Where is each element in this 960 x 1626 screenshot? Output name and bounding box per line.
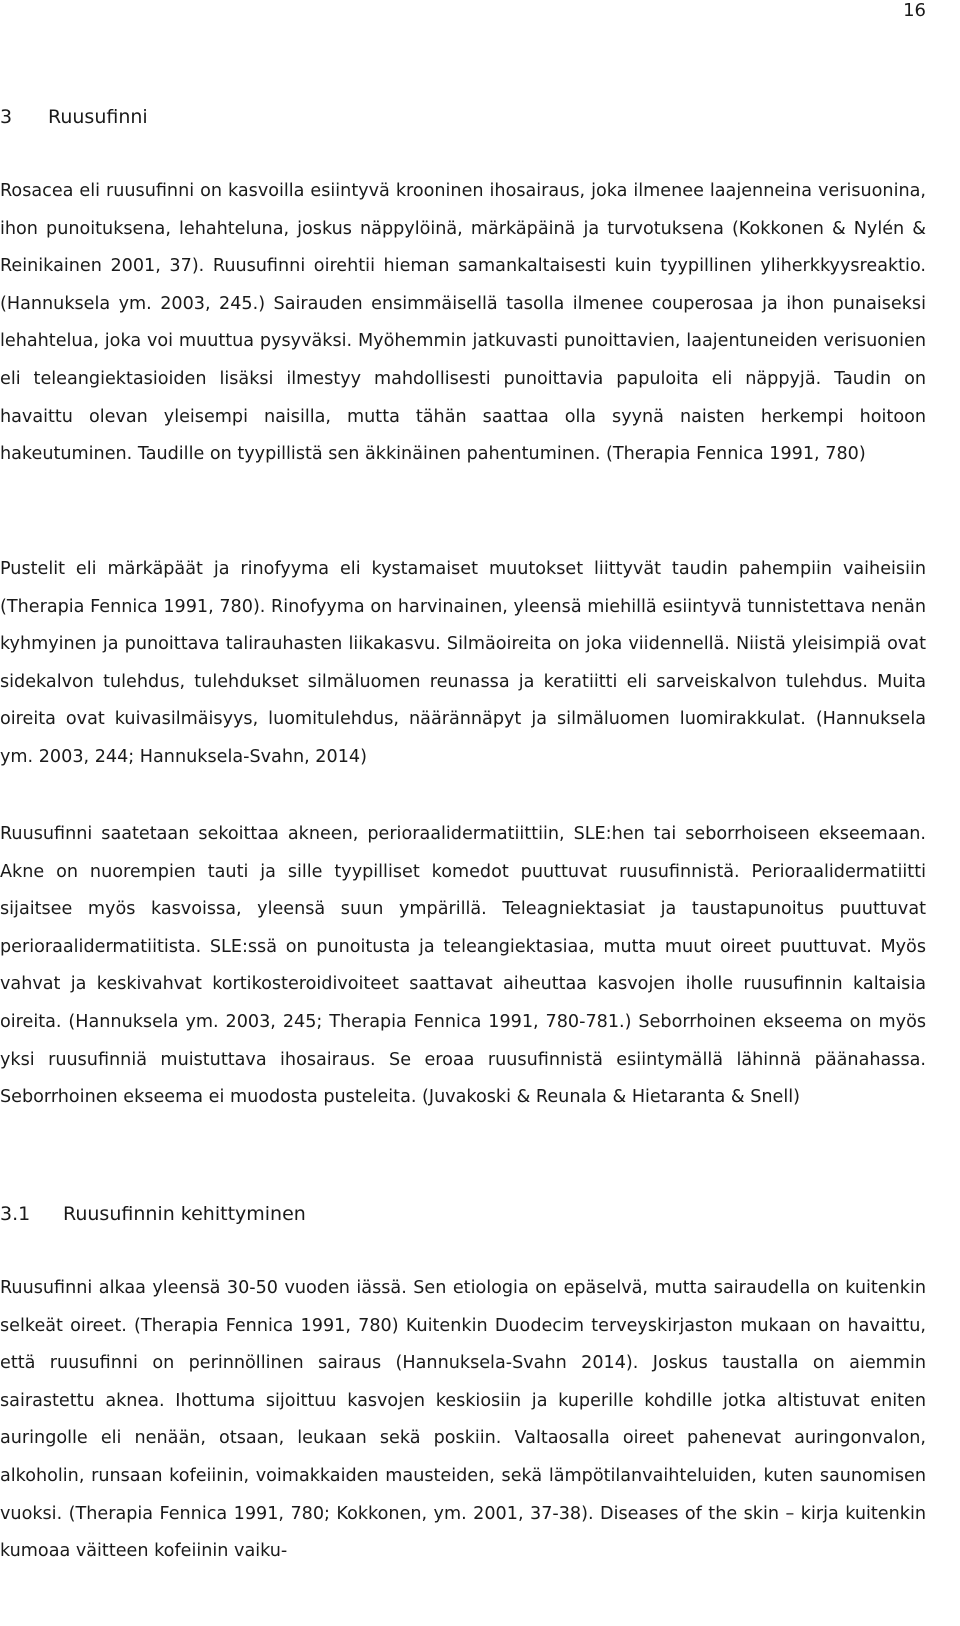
section-heading <box>0 105 148 129</box>
paragraph-development: Ruusufinni alkaa yleensä 30-50 vuoden iässä. Sen etiologia on epäselvä, mutta sairaudella on kuitenkin selkeät oireet. (Therapia Fennica 1991, 780) Kuitenkin Duodecim terveyskirjaston mukaan on havaittu, että ruusufinni on perinnöllinen sairaus (Hannuksela-Svahn 2014). Joskus taustalla on aiemmin sairastettu aknea. Ihottuma sijoittuu kasvojen keskiosiin ja kuperille kohdille jotka altistuvat eniten auringolle eli nenään, otsaan, leukaan sekä poskiin. Valtaosalla oireet pahenevat auringonvalon, alkoholin, runsaan kofeiinin, voimakkaiden mausteiden, sekä lämpötilanvaihteluiden, kuten saunomisen vuoksi. (Therapia Fennica 1991, 780; Kokkonen, ym. 2001, 37-38). Diseases of the skin – kirja kuitenkin kumoaa väitteen kofeiinin vaiku- <box>0 1278 926 1562</box>
subsection-heading <box>0 1202 306 1226</box>
subsection-number: 3.1 <box>0 1203 31 1225</box>
section-title: Ruusufinni <box>48 106 148 128</box>
paragraph-intro: Rosacea eli ruusufinni on kasvoilla esiintyvä krooninen ihosairaus, joka ilmenee laajenneina verisuonina, ihon punoituksena, lehahteluna, joskus näppylöinä, märkäpäinä ja turvotuksena (Kokkonen & Nylén & Reinikainen 2001, 37). Ruusufinni oirehtii hieman samankaltaisesti kuin tyypillinen yliherkkyysreaktio. (Hannuksela ym. 2003, 245.) Sairauden ensimmäisellä tasolla ilmenee couperosaa ja ihon punaiseksi lehahtelua, joka voi muuttua pysyväksi. Myöhemmin jatkuvasti punoittavien, laajentuneiden verisuonien eli teleangiektasioiden lisäksi ilmestyy mahdollisesti punoittavia papuloita eli näppyjä. Taudin on havaittu olevan yleisempi naisilla, mutta tähän saattaa olla syynä naisten herkempi hoitoon hakeutuminen. Taudille on tyypillistä sen äkkinäinen pahentuminen. (Therapia Fennica 1991, 780) <box>0 181 926 465</box>
subsection-title: Ruusufinnin kehittyminen <box>63 1203 306 1225</box>
paragraph-differential-diagnosis: Ruusufinni saatetaan sekoittaa akneen, perioraalidermatiittiin, SLE:hen tai seborrhoiseen ekseemaan. Akne on nuorempien tauti ja sille tyypilliset komedot puuttuvat ruusufinnistä. Perioraalidermatiitti sijaitsee myös kasvoissa, yleensä suun ympärillä. Teleagniektasiat ja taustapunoitus puuttuvat perioraalidermatiitista. SLE:ssä on punoitusta ja teleangiektasiaa, mutta muut oireet puuttuvat. Myös vahvat ja keskivahvat kortikosteroidivoiteet saattavat aiheuttaa kasvojen iholle ruusufinnin kaltaisia oireita. (Hannuksela ym. 2003, 245; Therapia Fennica 1991, 780-781.) Seborrhoinen ekseema on myös yksi ruusufinniä muistuttava ihosairaus. Se eroaa ruusufinnistä esiintymällä lähinnä päänahassa. Seborrhoinen ekseema ei muodosta pusteleita. (Juvakoski & Reunala & Hietaranta & Snell) <box>0 824 926 1108</box>
section-number: 3 <box>0 106 13 128</box>
page-number: 16 <box>903 0 926 21</box>
paragraph-symptoms: Pustelit eli märkäpäät ja rinofyyma eli kystamaiset muutokset liittyvät taudin pahempiin vaiheisiin (Therapia Fennica 1991, 780). Rinofyyma on harvinainen, yleensä miehillä esiintyvä tunnistettava nenän kyhmyinen ja punoittava talirauhasten liikakasvu. Silmäoireita on joka viidennellä. Niistä yleisimpiä ovat sidekalvon tulehdus, tulehdukset silmäluomen reunassa ja keratiitti eli sarveiskalvon tulehdus. Muita oireita ovat kuivasilmäisyys, luomitulehdus, näärännäpyt ja silmäluomen luomirakkulat. (Hannuksela ym. 2003, 244; Hannuksela-Svahn, 2014) <box>0 559 926 767</box>
